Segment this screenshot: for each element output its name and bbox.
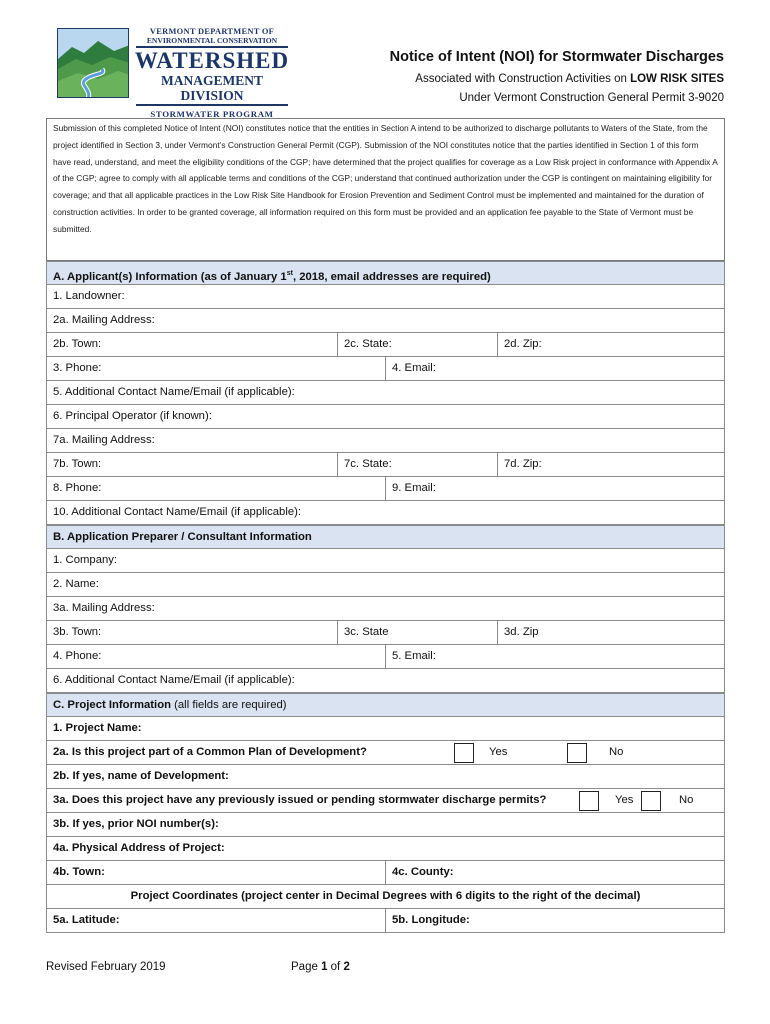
river-landscape-icon — [58, 29, 129, 98]
preparer-town-field[interactable]: 3b. Town: — [53, 626, 102, 638]
company-field[interactable] — [46, 549, 725, 573]
physical-address-label: 4a. Physical Address of Project: — [53, 842, 225, 854]
section-b-title: B. Application Preparer / Consultant Information — [53, 531, 312, 543]
project-town-county-row — [46, 861, 725, 885]
town-field[interactable]: 2b. Town: — [53, 338, 102, 350]
state-field[interactable]: 2c. State: — [337, 333, 497, 356]
logo-line-3: WATERSHED — [134, 48, 290, 73]
company-label: 1. Company: — [53, 554, 118, 566]
preparer-additional-field[interactable] — [46, 669, 725, 693]
preparer-phone-field[interactable]: 4. Phone: — [53, 650, 102, 662]
revision-date: Revised February 2019 — [46, 961, 166, 973]
common-plan-no-label: No — [609, 746, 624, 758]
preparer-phone-email-row — [46, 645, 725, 669]
project-town-field[interactable]: 4b. Town: — [53, 866, 105, 878]
preparer-town-state-zip-row — [46, 621, 725, 645]
operator-additional-label: 10. Additional Contact Name/Email (if applicable): — [53, 506, 302, 518]
preparer-state-field[interactable]: 3c. State — [337, 621, 497, 644]
latitude-field[interactable]: 5a. Latitude: — [53, 914, 120, 926]
section-a-title: A. Applicant(s) Information (as of January 1st, 2018, email addresses are required) — [53, 270, 491, 283]
preparer-mailing-label: 3a. Mailing Address: — [53, 602, 155, 614]
email-field[interactable]: 4. Email: — [385, 357, 724, 380]
project-name-label: 1. Project Name: — [53, 722, 142, 734]
section-b-header — [46, 525, 725, 549]
preparer-additional-label: 6. Additional Contact Name/Email (if applicable): — [53, 674, 295, 686]
permits-no-checkbox[interactable] — [641, 791, 661, 811]
development-name-label: 2b. If yes, name of Development: — [53, 770, 229, 782]
landowner-field[interactable] — [46, 285, 725, 309]
operator-phone-field[interactable]: 8. Phone: — [53, 482, 102, 494]
subtitle-emphasis: LOW RISK SITES — [630, 73, 724, 85]
additional-contact-field[interactable] — [46, 381, 725, 405]
permits-yes-label: Yes — [615, 794, 634, 806]
operator-mailing-label: 7a. Mailing Address: — [53, 434, 155, 446]
project-name-field[interactable] — [46, 717, 725, 741]
common-plan-question: 2a. Is this project part of a Common Plan of Development? — [53, 746, 367, 758]
intro-notice: Submission of this completed Notice of Intent (NOI) constitutes notice that the entities in Section A intend to be authorized to discharge pollutants to Waters of the State, from the project identified in Section 3, under Vermont’s Construction General Permit (CGP). Submission of the NOI constitutes notice that the parties identified in Section 1 of this form have read, understand, and meet the eligibility conditions of the CGP; have determined that the project qualifies for coverage as a Low Risk project in conformance with Appendix A of the CGP; agree to comply with all applicable terms and conditions of the CGP; understand that continued authorization under the CGP is contingent on maintaining eligibility for coverage; and that all applicable practices in the Low Risk Site Handbook for Erosion Prevention and Sediment Control must be implemented and maintained for the duration of construction activities. In order to be granted coverage, all information required on this form must be provided and an application fee payable to the State of Vermont must be submitted. — [46, 118, 725, 261]
form-subtitle — [415, 73, 724, 85]
operator-zip-field[interactable]: 7d. Zip: — [497, 453, 724, 476]
logo-line-5: STORMWATER PROGRAM — [150, 109, 274, 119]
principal-operator-label: 6. Principal Operator (if known): — [53, 410, 212, 422]
operator-additional-field[interactable] — [46, 501, 725, 525]
preparer-name-field[interactable] — [46, 573, 725, 597]
zip-field[interactable]: 2d. Zip: — [497, 333, 724, 356]
permits-no-label: No — [679, 794, 694, 806]
operator-email-field[interactable]: 9. Email: — [385, 477, 724, 500]
logo-rule-2 — [136, 104, 288, 106]
subtitle-prefix: Associated with Construction Activities on — [415, 73, 631, 85]
logo-wordmark — [134, 27, 290, 119]
form-subtitle-permit: Under Vermont Construction General Permit 3-9020 — [459, 92, 724, 104]
preparer-zip-field[interactable]: 3d. Zip — [497, 621, 724, 644]
project-coordinates-label: Project Coordinates (project center in Decimal Degrees with 6 digits to the right of the decimal) — [130, 890, 641, 902]
additional-contact-label: 5. Additional Contact Name/Email (if applicable): — [53, 386, 295, 398]
town-state-zip-row — [46, 333, 725, 357]
preparer-mailing-field[interactable] — [46, 597, 725, 621]
operator-town-field[interactable]: 7b. Town: — [53, 458, 102, 470]
project-county-field[interactable]: 4c. County: — [385, 861, 724, 884]
operator-phone-email-row — [46, 477, 725, 501]
section-c-title: C. Project Information (all fields are required) — [53, 699, 287, 711]
permits-row — [46, 789, 725, 813]
noi-form — [46, 261, 725, 933]
section-a-header — [46, 261, 725, 285]
division-logo — [57, 27, 290, 119]
logo-line-1: VERMONT DEPARTMENT OF — [149, 27, 275, 36]
operator-town-state-zip-row — [46, 453, 725, 477]
form-title: Notice of Intent (NOI) for Stormwater Discharges — [389, 49, 724, 65]
prior-noi-field[interactable] — [46, 813, 725, 837]
mailing-address-field[interactable] — [46, 309, 725, 333]
physical-address-field[interactable] — [46, 837, 725, 861]
landowner-label: 1. Landowner: — [53, 290, 125, 302]
common-plan-yes-checkbox[interactable] — [454, 743, 474, 763]
logo-line-2: ENVIRONMENTAL CONSERVATION — [146, 36, 278, 45]
permits-question: 3a. Does this project have any previously issued or pending stormwater discharge permits? — [53, 794, 547, 806]
preparer-name-label: 2. Name: — [53, 578, 99, 590]
mailing-address-label: 2a. Mailing Address: — [53, 314, 155, 326]
common-plan-row — [46, 741, 725, 765]
operator-state-field[interactable]: 7c. State: — [337, 453, 497, 476]
phone-field[interactable]: 3. Phone: — [53, 362, 102, 374]
phone-email-row — [46, 357, 725, 381]
preparer-email-field[interactable]: 5. Email: — [385, 645, 724, 668]
longitude-field[interactable]: 5b. Longitude: — [385, 909, 724, 932]
common-plan-yes-label: Yes — [489, 746, 508, 758]
logo-line-4: MANAGEMENT DIVISION — [161, 73, 263, 103]
principal-operator-field[interactable] — [46, 405, 725, 429]
prior-noi-label: 3b. If yes, prior NOI number(s): — [53, 818, 219, 830]
section-c-header — [46, 693, 725, 717]
common-plan-no-checkbox[interactable] — [567, 743, 587, 763]
operator-mailing-field[interactable] — [46, 429, 725, 453]
landscape-logo-image — [57, 28, 129, 98]
page-number: Page 1 of 2 — [291, 961, 350, 973]
project-coordinates-row — [46, 885, 725, 909]
permits-yes-checkbox[interactable] — [579, 791, 599, 811]
development-name-field[interactable] — [46, 765, 725, 789]
lat-long-row — [46, 909, 725, 933]
